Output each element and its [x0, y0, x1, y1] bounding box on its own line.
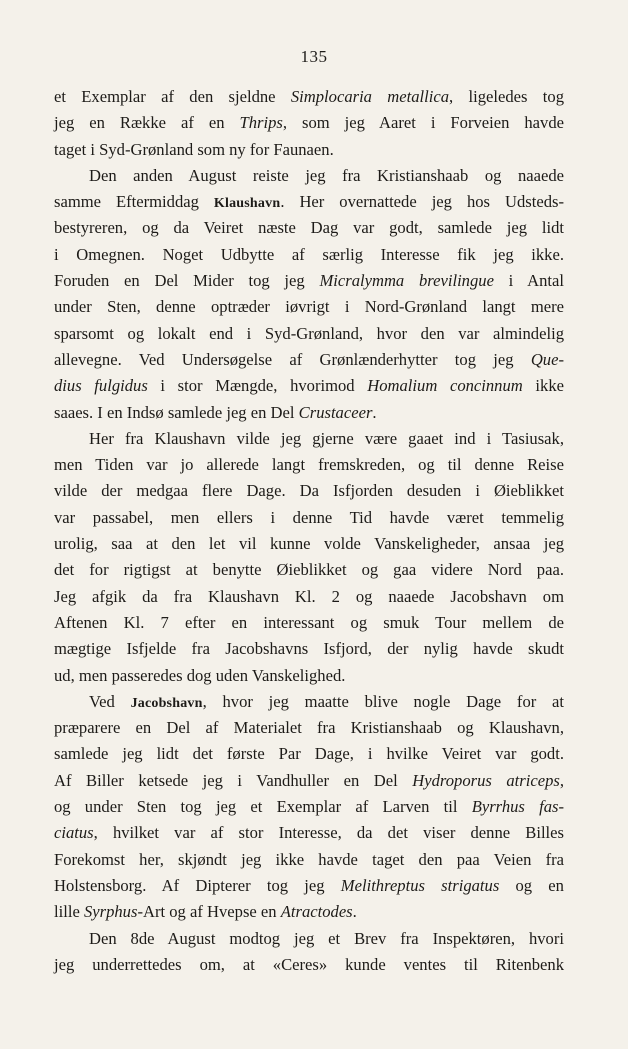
text-line	[54, 557, 564, 583]
text-line	[54, 689, 564, 715]
text-segment: ud, men passeredes dog uden Vanskelighed.	[54, 665, 346, 685]
text-line	[54, 531, 564, 557]
text-line	[54, 137, 564, 163]
text-segment: .	[352, 902, 357, 922]
text-segment: Af Biller ketsede jeg i Vandhuller en Del	[54, 770, 413, 790]
text-line	[54, 400, 564, 426]
text-segment: lille	[54, 902, 84, 922]
text-line	[54, 294, 564, 320]
text-line	[54, 505, 564, 531]
text-segment: men Tiden var jo allerede langt fremskreden, og til denne Reise	[54, 455, 564, 475]
text-line	[54, 820, 564, 846]
italic-term: Hydroporus atriceps	[412, 770, 560, 790]
text-line	[54, 84, 564, 110]
text-line	[54, 794, 564, 820]
text-line	[54, 163, 564, 189]
text-segment: allevegne. Ved Undersøgelse af Grønlænderhytter tog jeg	[54, 349, 531, 369]
text-segment: urolig, saa at den let vil kunne volde Vanskeligheder, ansaa jeg	[54, 534, 564, 554]
text-segment: ,	[559, 770, 564, 790]
italic-term: Syrphus	[83, 902, 138, 922]
text-segment: saaes. I en Indsø samlede jeg en Del	[54, 402, 299, 422]
text-segment: sparsomt og lokalt end i Syd-Grønland, hvor den var almindelig	[54, 323, 564, 343]
text-segment: -Art og af Hvepse en	[137, 902, 281, 922]
text-line	[54, 268, 564, 294]
text-line	[54, 847, 564, 873]
text-segment: , hvilket var af stor Interesse, da det viser denne Billes	[93, 823, 564, 843]
italic-term: ciatus	[54, 823, 94, 843]
text-segment: ikke	[522, 376, 564, 396]
text-segment: Den anden August reiste jeg fra Kristianshaab og naaede	[89, 165, 564, 185]
text-line	[54, 189, 564, 215]
text-line	[54, 215, 564, 241]
body-text	[54, 84, 564, 978]
text-segment: var passabel, men ellers i denne Tid havde været temmelig	[54, 507, 564, 527]
text-segment: mægtige Isfjelde fra Jacobshavns Isfjord, der nylig havde skudt	[54, 639, 564, 659]
text-line	[54, 741, 564, 767]
italic-term: Que-	[530, 349, 564, 369]
text-line	[54, 452, 564, 478]
text-segment: et Exemplar af den sjeldne	[54, 87, 291, 106]
text-line	[54, 478, 564, 504]
text-segment: Her fra Klaushavn vilde jeg gjerne være gaaet ind i Tasiusak,	[89, 428, 564, 448]
text-line	[54, 584, 564, 610]
italic-term: Melithreptus strigatus	[340, 875, 500, 895]
text-line	[54, 426, 564, 452]
italic-term: Micralymma brevilingue	[319, 271, 494, 291]
text-segment: og under Sten tog jeg et Exemplar af Larven til	[54, 797, 472, 817]
text-segment: præparere en Del af Materialet fra Kristianshaab og Klaushavn,	[54, 718, 564, 738]
text-segment: Holstensborg. Af Dipterer tog jeg	[54, 875, 341, 895]
text-segment: Den 8de August modtog jeg et Brev fra Inspektøren, hvori	[89, 928, 564, 948]
text-segment: i stor Mængde, hvorimod	[147, 376, 368, 396]
text-line	[54, 110, 564, 136]
text-segment: , hvor jeg maatte blive nogle Dage for at	[202, 691, 564, 711]
text-segment: , som jeg Aaret i Forveien havde	[282, 113, 565, 133]
place-name: Klaushavn	[213, 196, 281, 212]
text-segment: jeg underrettedes om, at «Ceres» kunde ventes til Ritenbenk	[54, 954, 564, 974]
text-line	[54, 610, 564, 636]
text-line	[54, 242, 564, 268]
page-number: 135	[300, 47, 328, 66]
text-segment: i Omegnen. Noget Udbytte af særlig Interesse fik jeg ikke.	[54, 244, 564, 264]
text-segment: taget i Syd-Grønland som ny for Faunaen.	[54, 139, 334, 159]
text-segment: .	[372, 402, 377, 422]
text-segment: Foruden en Del Mider tog jeg	[54, 271, 320, 291]
text-segment: Forekomst her, skjøndt jeg ikke havde taget den paa Veien fra	[54, 849, 564, 869]
text-segment: i Antal	[493, 271, 564, 291]
text-segment: samme Eftermiddag	[54, 192, 214, 212]
italic-term: Crustaceer	[298, 402, 373, 422]
place-name: Jacobshavn	[130, 695, 203, 711]
text-segment: jeg en Række af en	[54, 113, 240, 133]
text-segment: Jeg afgik da fra Klaushavn Kl. 2 og naaede Jacobshavn om	[54, 586, 564, 606]
text-segment: det for rigtigst at benytte Øieblikket og gaa videre Nord paa.	[54, 560, 564, 580]
text-line	[54, 373, 564, 399]
text-line	[54, 663, 564, 689]
text-line	[54, 926, 564, 952]
italic-term: Byrrhus fas-	[471, 797, 564, 817]
text-line	[54, 768, 564, 794]
text-line	[54, 715, 564, 741]
text-segment: Aftenen Kl. 7 efter en interessant og smuk Tour mellem de	[54, 612, 564, 632]
text-segment: Ved	[89, 691, 131, 711]
italic-term: Homalium concinnum	[367, 376, 523, 396]
text-line	[54, 347, 564, 373]
italic-term: Simplocaria metallica	[290, 87, 450, 106]
text-segment: , ligeledes tog	[449, 87, 564, 106]
text-segment: . Her overnattede jeg hos Udsteds-	[280, 192, 564, 212]
italic-term: dius fulgidus	[54, 376, 148, 396]
text-segment: samlede jeg lidt det første Par Dage, i hvilke Veiret var godt.	[54, 744, 564, 764]
italic-term: Atractodes	[280, 902, 353, 922]
text-segment: og en	[499, 875, 564, 895]
text-line	[54, 321, 564, 347]
text-segment: bestyreren, og da Veiret næste Dag var godt, samlede jeg lidt	[54, 218, 564, 238]
text-line	[54, 952, 564, 978]
text-line	[54, 899, 564, 925]
text-segment: vilde der medgaa flere Dage. Da Isfjorden desuden i Øieblikket	[54, 481, 564, 501]
text-line	[54, 636, 564, 662]
text-segment: under Sten, denne optræder iøvrigt i Nord-Grønland langt mere	[54, 297, 564, 317]
text-line	[54, 873, 564, 899]
italic-term: Thrips	[239, 113, 283, 133]
